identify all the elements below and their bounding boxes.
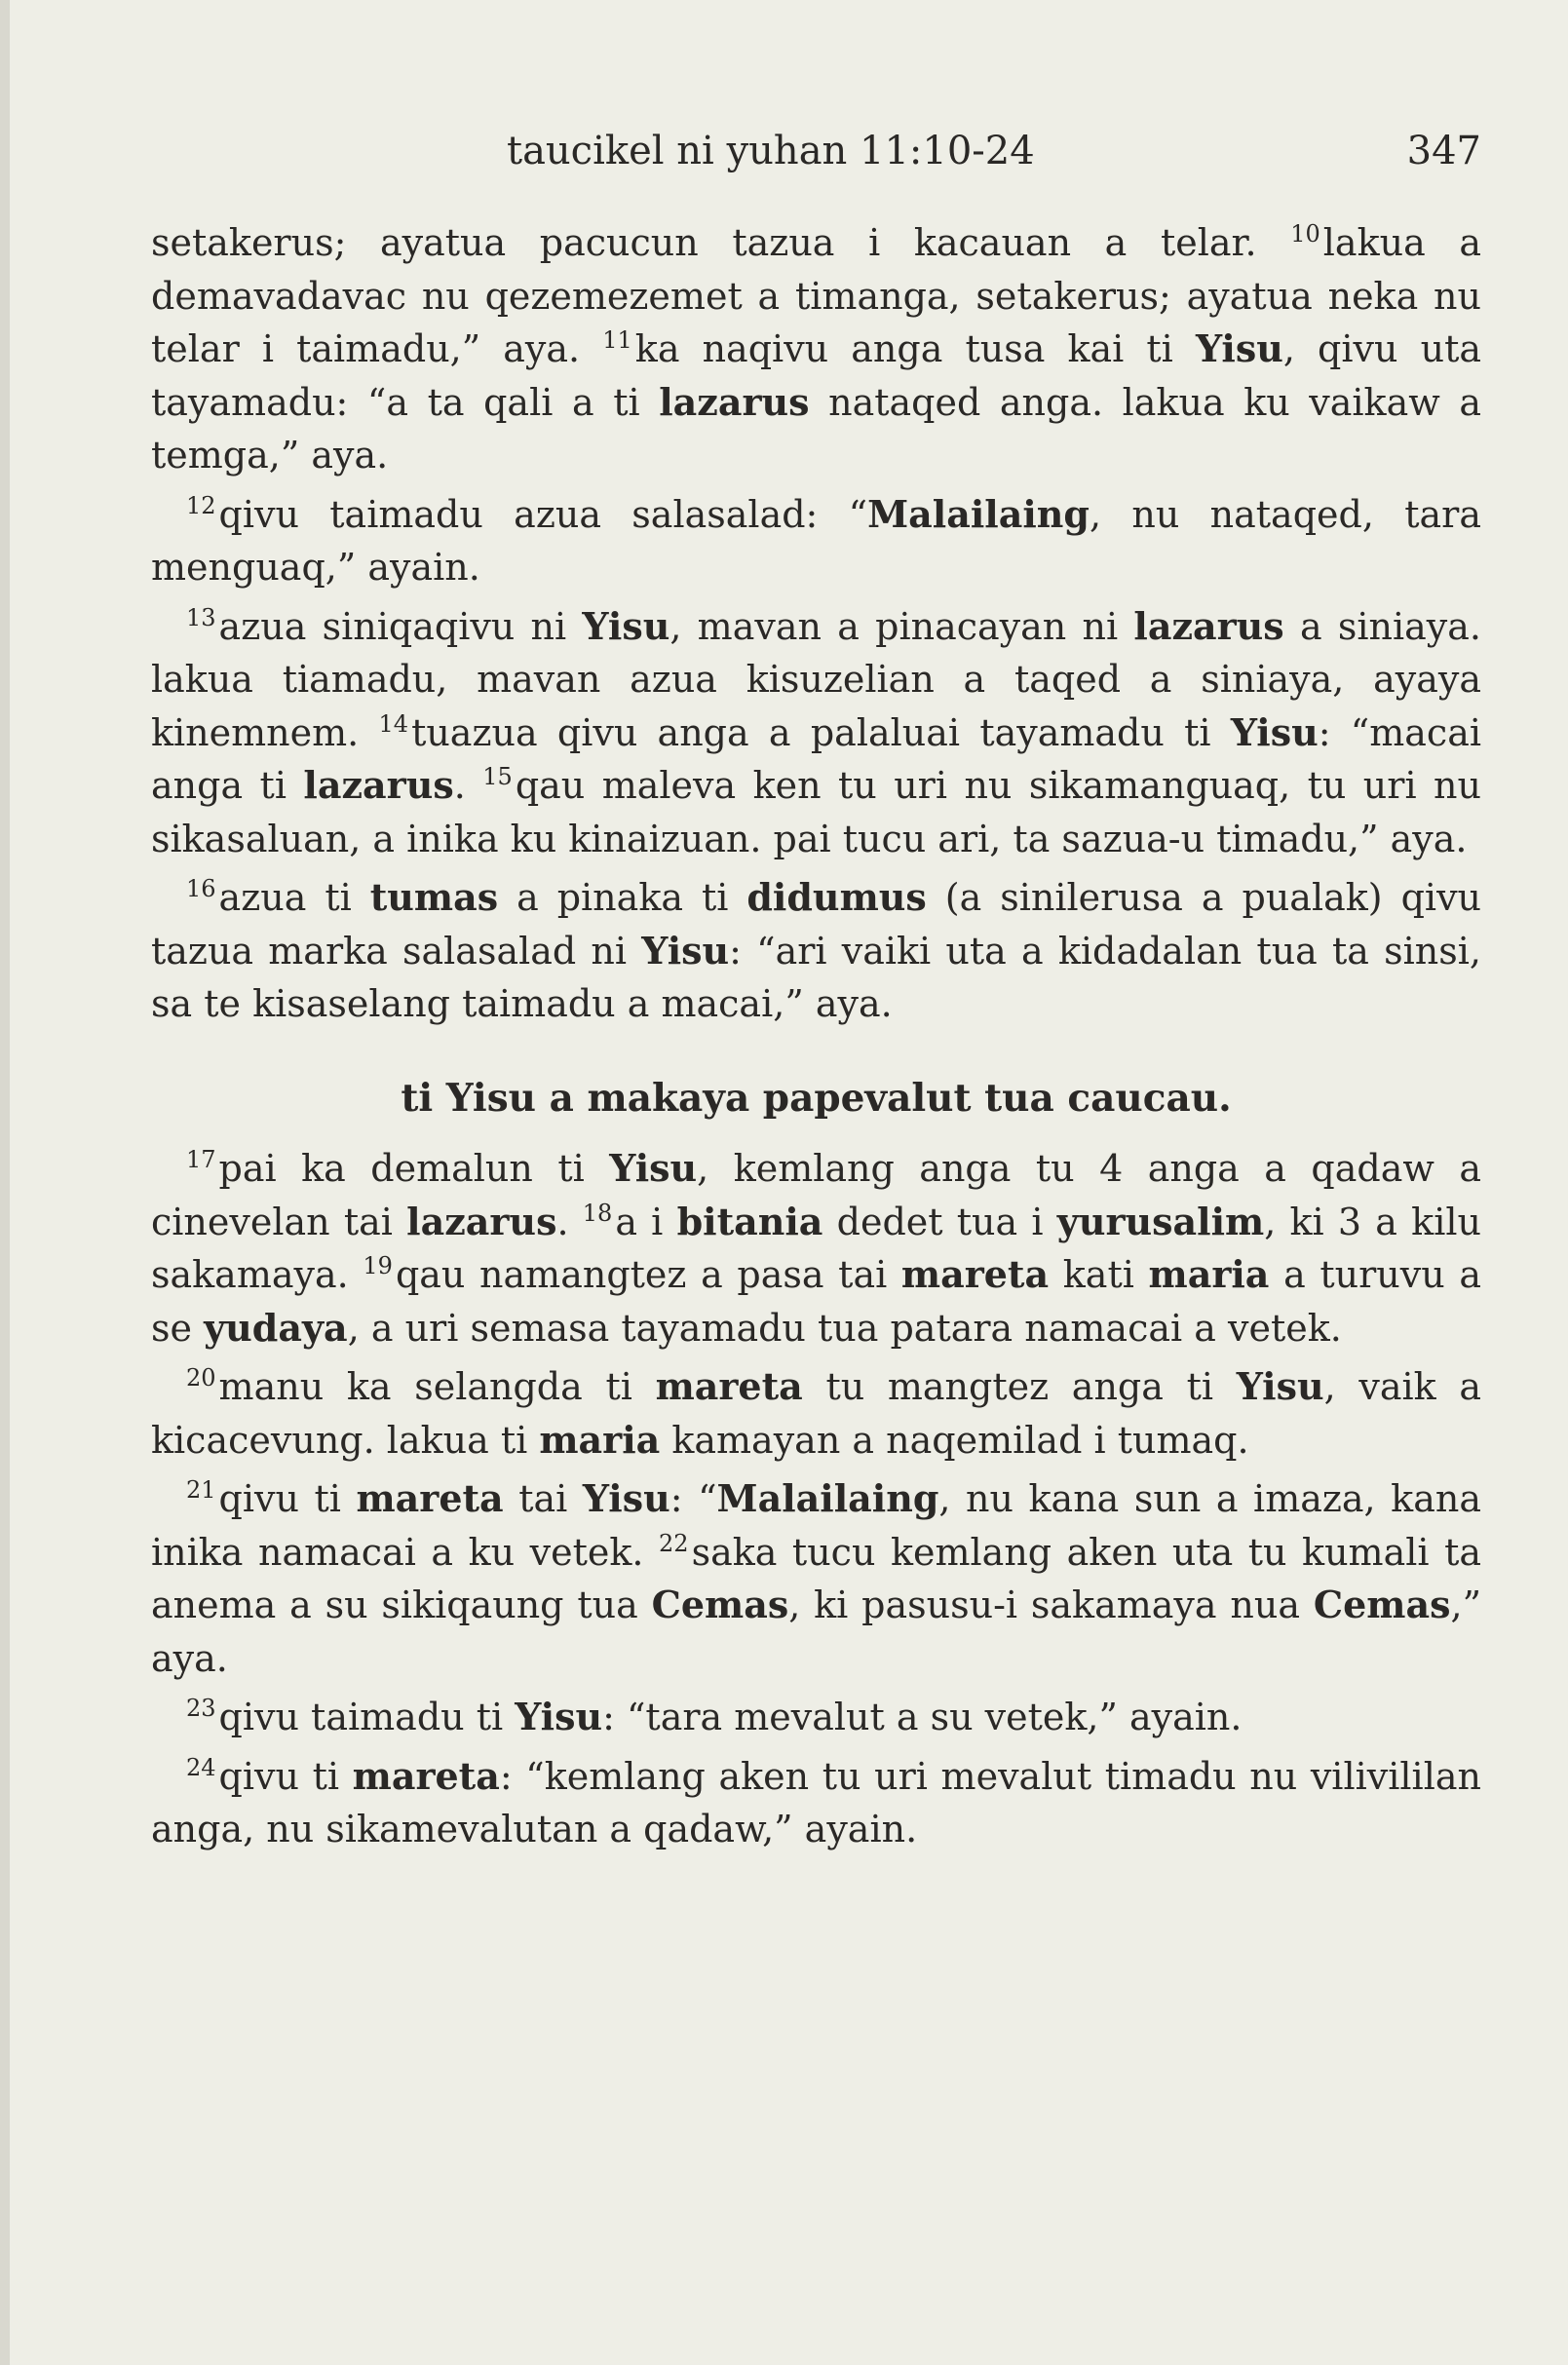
text-run: nataqed anga. lakua ku vaikaw a temga,” aya.: [151, 380, 1481, 477]
text-run: , a uri semasa tayamadu tua patara namacai a vetek.: [347, 1306, 1342, 1350]
bold-name: mareta: [356, 1476, 504, 1520]
text-run: : “tara mevalut a su vetek,” ayain.: [602, 1696, 1243, 1738]
text-run: , ki pasusu-i sakamaya nua: [788, 1583, 1314, 1626]
verse-number: 13: [186, 603, 216, 631]
verse-number: 20: [186, 1364, 216, 1392]
text-run: qivu ti: [218, 1754, 353, 1798]
text-run: a turuvu a se: [151, 1253, 1482, 1350]
bold-name: maria: [1148, 1252, 1270, 1296]
bold-name: lazarus: [659, 379, 810, 424]
text-run: , nu nataqed, tara menguaq,” ayain.: [151, 492, 1481, 589]
bold-name: Malailaing: [867, 491, 1090, 536]
paragraph: [151, 1142, 1481, 1354]
verse-number: 11: [602, 326, 632, 354]
paragraph: [151, 1472, 1481, 1685]
running-title: taucikel ni yuhan 11:10-24: [507, 129, 1035, 173]
text-run: azua ti: [218, 876, 370, 919]
verse-number: 19: [363, 1252, 393, 1279]
paragraph: [151, 216, 1481, 482]
text-run: .: [453, 764, 483, 807]
text-run: : “macai anga ti: [151, 710, 1482, 807]
paragraph: [151, 600, 1481, 866]
verse-number: 18: [582, 1199, 613, 1227]
text-run: a siniaya. lakua tiamadu, mavan azua kisuzelian a taqed a siniaya, ayaya kinemnem.: [151, 604, 1481, 754]
section-heading: [151, 1072, 1481, 1125]
paragraph: [151, 488, 1481, 594]
text-run: ka naqivu anga tusa kai ti: [634, 327, 1196, 370]
text-run: , kemlang anga tu 4 anga a qadaw a cinevelan tai: [151, 1147, 1481, 1243]
bold-name: Yisu: [515, 1695, 603, 1738]
text-run: manu ka selangda ti: [218, 1365, 656, 1408]
bold-name: Yisu: [582, 1476, 670, 1520]
text-run: .: [556, 1200, 583, 1243]
bold-name: yurusalim: [1056, 1199, 1265, 1243]
verse-number: 16: [186, 875, 216, 902]
paragraph: [151, 1691, 1481, 1744]
bold-name: mareta: [655, 1364, 803, 1408]
text-run: , qivu uta tayamadu: “a ta qali a ti: [151, 327, 1481, 424]
page-number: 347: [1406, 129, 1481, 173]
paragraph: [151, 871, 1481, 1031]
verse-number: 14: [378, 709, 409, 738]
text-run: setakerus; ayatua pacucun tazua i kacauan a telar.: [151, 221, 1291, 264]
text-run: a i: [615, 1200, 677, 1243]
text-run: saka tucu kemlang aken uta tu kumali ta anema a su sikiqaung tua: [151, 1530, 1481, 1626]
text-run: tu mangtez anga ti: [802, 1365, 1237, 1408]
verse-number: 21: [186, 1476, 216, 1504]
paragraph: [151, 1360, 1481, 1467]
text-run: (a sinilerusa a pualak) qivu tazua marka salasalad ni: [151, 876, 1482, 973]
text-run: qivu taimadu azua salasalad: “: [218, 492, 868, 536]
bold-name: Yisu: [582, 603, 670, 648]
running-header: [507, 122, 1481, 180]
text-run: tuazua qivu anga a palaluai tayamadu ti: [411, 710, 1231, 754]
paragraph-group-2: [151, 1142, 1481, 1856]
bold-name: bitania: [676, 1199, 823, 1243]
verse-number: 12: [186, 491, 216, 519]
bold-name: Yisu: [1195, 326, 1283, 370]
verse-number: 22: [659, 1529, 689, 1557]
bold-name: lazarus: [303, 763, 454, 807]
text-run: ,” aya.: [151, 1583, 1481, 1680]
text-run: lakua a demavadavac nu qezemezemet a timanga, setakerus; ayatua neka nu telar i taimadu,” aya.: [151, 221, 1482, 370]
text-run: qivu taimadu ti: [218, 1696, 516, 1738]
bold-name: Cemas: [1313, 1583, 1451, 1626]
bold-name: ti Yisu a makaya papevalut tua caucau.: [401, 1075, 1232, 1121]
text-run: : “kemlang aken tu uri mevalut timadu nu vilivililan anga, nu sikamevalutan a qadaw,” ayain.: [151, 1754, 1481, 1850]
text-run: qau maleva ken tu uri nu sikamanguaq, tu uri nu sikasaluan, a inika ku kinaizuan. pai tucu ari, ta sazua-u timadu,” aya.: [151, 764, 1481, 860]
bold-name: mareta: [352, 1753, 500, 1798]
text-run: qau namangtez a pasa tai: [395, 1253, 901, 1296]
bold-name: Yisu: [1236, 1364, 1324, 1408]
text-run: pai ka demalun ti: [218, 1147, 610, 1190]
bold-name: Cemas: [651, 1583, 789, 1626]
text-run: : “ari vaiki uta a kidadalan tua ta sinsi, sa te kisaselang taimadu a macai,” aya.: [151, 929, 1481, 1025]
bold-name: Yisu: [609, 1146, 698, 1190]
bold-name: Yisu: [641, 928, 730, 973]
text-run: dedet tua i: [822, 1200, 1057, 1243]
bold-name: tumas: [369, 875, 499, 919]
bold-name: lazarus: [1133, 603, 1284, 648]
paragraph-group-1: [151, 216, 1481, 1031]
text-run: , nu kana sun a imaza, kana inika namacai a ku vetek.: [151, 1477, 1481, 1574]
bold-name: Malailaing: [716, 1476, 939, 1520]
text-run: kati: [1049, 1253, 1149, 1296]
text-run: a pinaka ti: [498, 876, 747, 919]
verse-number: 24: [186, 1753, 216, 1781]
bold-name: maria: [539, 1417, 661, 1462]
text-run: azua siniqaqivu ni: [218, 604, 583, 648]
verse-number: 23: [186, 1695, 216, 1722]
verse-number: 17: [186, 1146, 216, 1173]
text-run: , ki 3 a kilu sakamaya.: [151, 1200, 1481, 1296]
text-run: : “: [669, 1477, 717, 1520]
bold-name: Yisu: [1230, 709, 1319, 754]
bold-name: mareta: [900, 1252, 1050, 1296]
paragraph: [151, 1750, 1481, 1856]
text-run: tai: [503, 1477, 583, 1520]
page-edge: [0, 0, 10, 2365]
verse-number: 15: [482, 763, 513, 790]
text-run: qivu ti: [218, 1477, 357, 1520]
verse-number: 10: [1290, 220, 1320, 248]
text-run: , vaik a kicacevung. lakua ti: [151, 1365, 1481, 1462]
text-run: kamayan a naqemilad i tumaq.: [660, 1418, 1249, 1462]
text-run: , mavan a pinacayan ni: [669, 604, 1134, 648]
bold-name: didumus: [746, 875, 927, 919]
page-body: [151, 216, 1481, 1862]
bold-name: yudaya: [204, 1305, 348, 1350]
bold-name: lazarus: [406, 1199, 557, 1243]
